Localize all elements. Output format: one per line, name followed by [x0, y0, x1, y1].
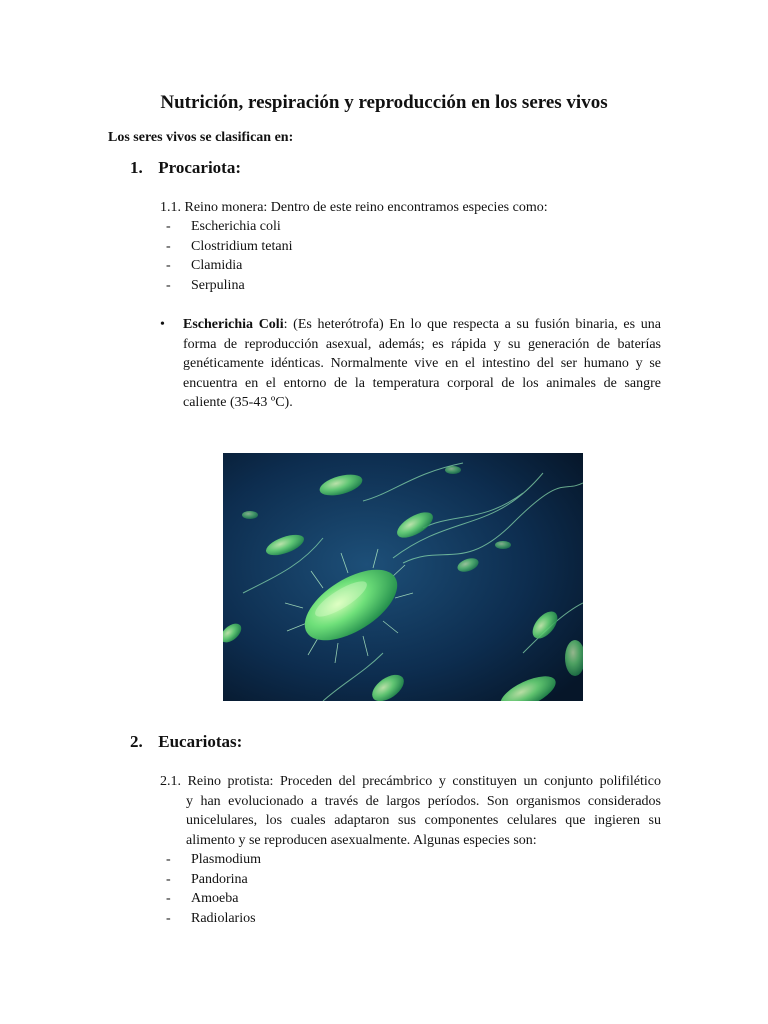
subsection-number: 1.1.: [160, 200, 181, 215]
list-item: - Escherichia coli: [166, 219, 281, 234]
bacteria-illustration: [223, 453, 583, 701]
species-list-protista: [166, 850, 261, 928]
list-item: - Amoeba: [166, 891, 239, 906]
list-item: - Clamidia: [166, 258, 243, 273]
section-number: 1.: [130, 158, 143, 177]
list-item: - Serpulina: [166, 277, 245, 293]
ecoli-term: Escherichia Coli: [183, 317, 284, 332]
section-heading-eucariotas: [130, 732, 242, 752]
section-title: Procariota:: [158, 158, 242, 177]
list-item: - Pandorina: [166, 871, 248, 887]
ecoli-paragraph: Escherichia Coli: (Es heterótrofa) En lo que respecta a su fusión binaria, es una forma de reproducción asexual, además; es rápida y su generación de baterías genéticamente idénticas. Normalmente vive en el intestino del ser humano y se encuentra en el entorno de la temperatura corporal de los animales de sangre caliente (35-43 ºC).: [183, 317, 661, 410]
subsection-number: 2.1.: [160, 774, 181, 789]
species-list-monera: [166, 217, 293, 295]
list-item: - Plasmodium: [166, 852, 262, 867]
list-item: - Radiolarios: [166, 910, 256, 926]
page-title: Nutrición, respiración y reproducción en los seres vivos: [160, 92, 608, 113]
subsection-reino-protista: 2.1. Reino protista: Proceden del precámbrico y constituyen un conjunto polifilético y han evolucionado a través de largos períodos. Son organismos considerados unicelulares, los cuales adaptaron sus componentes celulares que ingieren su alimento y se reproducen asexualmente. Algunas especies son:: [160, 774, 661, 848]
bacteria-image: [223, 453, 583, 701]
subsection-text: Reino monera: Dentro de este reino encontramos especies como:: [184, 200, 548, 215]
section-heading-procariota: [130, 158, 241, 178]
intro-text: Los seres vivos se clasifican en:: [108, 130, 294, 145]
subsection-reino-monera: [160, 198, 548, 218]
section-number: 2.: [130, 732, 143, 751]
list-item: - Clostridium tetani: [166, 238, 293, 254]
bullet-icon: •: [160, 317, 165, 332]
section-title: Eucariotas:: [158, 732, 243, 751]
